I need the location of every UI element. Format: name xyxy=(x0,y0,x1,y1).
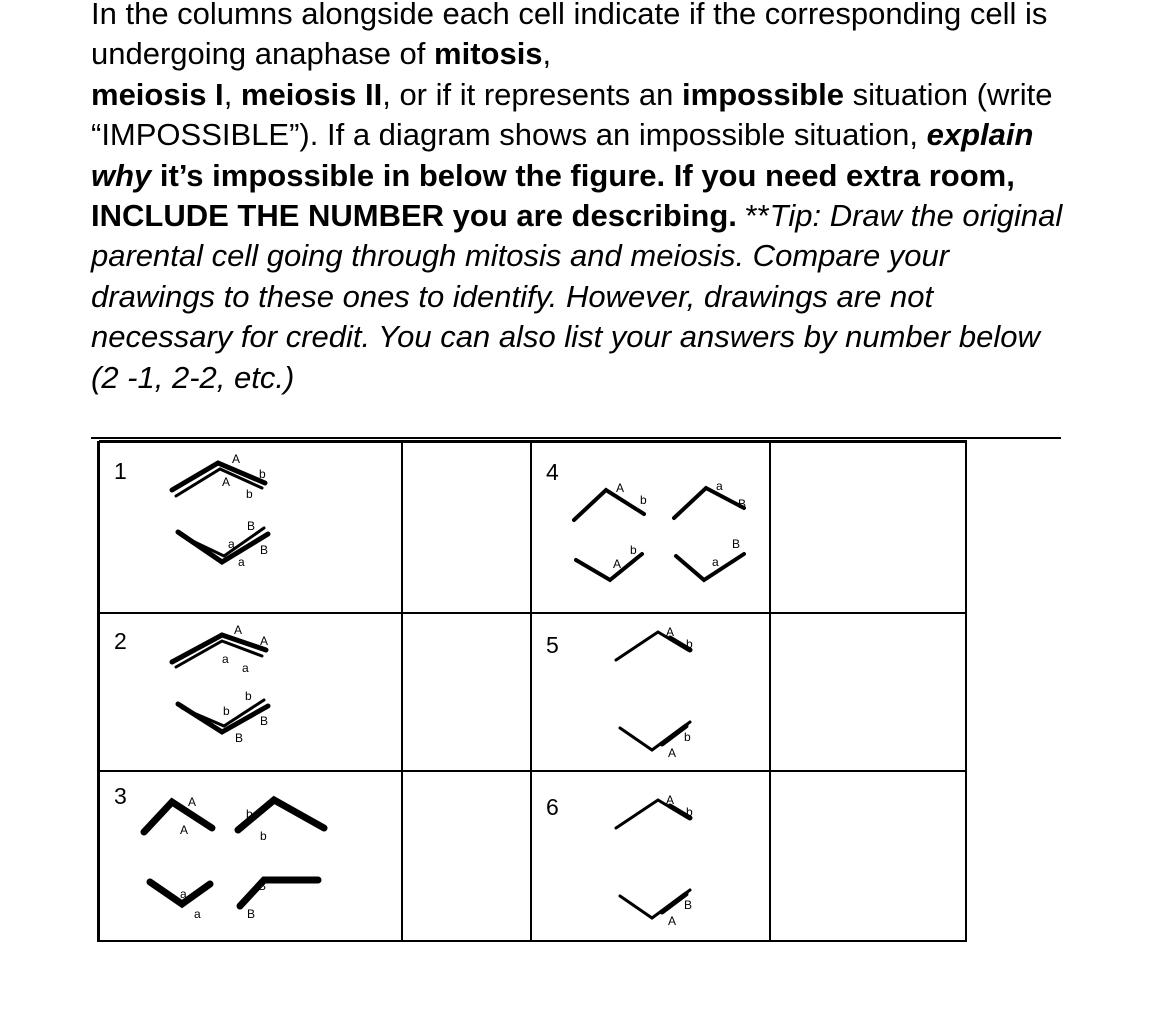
allele-label: A xyxy=(616,481,625,495)
instructions-intro: In the columns alongside each cell indicate if the corresponding cell is undergoing anaphase of xyxy=(91,0,1048,72)
tip-marker: ** xyxy=(736,198,770,234)
allele-label: b xyxy=(246,487,253,501)
cell-number-6: 6 xyxy=(546,794,559,820)
allele-label: b xyxy=(259,467,266,481)
cell-diagram-4 xyxy=(566,472,756,597)
allele-label: B xyxy=(247,519,256,533)
allele-label: b xyxy=(260,829,267,843)
instructions-bold-rest: it’s impossible in below the figure. If you need extra room, INCLUDE THE NUMBER you are describing. xyxy=(91,157,1015,234)
allele-label: a xyxy=(242,661,249,675)
underline-rule xyxy=(91,437,1061,439)
cell-diagram-2 xyxy=(160,618,290,743)
allele-label: a xyxy=(194,907,201,921)
table-border-left xyxy=(97,441,100,942)
answer-cell-5[interactable] xyxy=(771,614,964,769)
allele-label: A xyxy=(232,452,241,466)
cell-diagram-5 xyxy=(610,620,720,765)
cell-number-3: 3 xyxy=(114,783,127,809)
cell-diagram-1 xyxy=(160,450,290,575)
instructions-text xyxy=(91,0,1066,398)
allele-label: A xyxy=(613,557,622,571)
allele-label: b xyxy=(686,805,693,819)
answer-cell-2[interactable] xyxy=(403,614,529,769)
cell-diagram-3 xyxy=(140,780,340,925)
allele-label: B xyxy=(732,537,741,551)
allele-label: b xyxy=(245,689,252,703)
allele-label: A xyxy=(222,475,231,489)
allele-label: b xyxy=(630,543,637,557)
allele-label: a xyxy=(180,887,187,901)
allele-label: b xyxy=(686,637,693,651)
table-border-right xyxy=(965,441,967,942)
allele-label: A xyxy=(188,795,197,809)
allele-label: b xyxy=(246,807,253,821)
allele-label: B xyxy=(260,714,269,728)
allele-label: B xyxy=(235,731,244,745)
allele-label: A xyxy=(668,914,677,928)
explain-why: explain why xyxy=(91,117,1034,193)
cell-number-2: 2 xyxy=(114,628,127,654)
answer-cell-4[interactable] xyxy=(771,443,964,611)
allele-label: a xyxy=(716,479,723,493)
table-line-v2 xyxy=(530,441,532,942)
allele-label: a xyxy=(238,555,245,569)
instructions-impossible-note: situation (write “IMPOSSIBLE”). If a diagram shows an impossible situation, xyxy=(91,76,1053,153)
tip-text: Tip: Draw the original parental cell going through mitosis and meiosis. Compare your drawings to these ones to identify. However, drawings are not necessary for credit. You can also list your answers by number below (2 -1, 2-2, etc.) xyxy=(91,198,1063,395)
term-meiosis-1: meiosis I xyxy=(91,76,224,112)
cell-number-5: 5 xyxy=(546,632,559,658)
allele-label: b xyxy=(223,704,230,718)
separator: , xyxy=(223,76,241,112)
allele-label: a xyxy=(228,537,235,551)
term-impossible: impossible xyxy=(682,76,844,112)
allele-label: A xyxy=(260,634,269,648)
allele-label: A xyxy=(666,793,675,807)
separator: , xyxy=(542,36,552,72)
instructions-middle: , or if it represents an xyxy=(382,76,683,112)
allele-label: A xyxy=(180,823,189,837)
cell-number-1: 1 xyxy=(114,458,127,484)
allele-label: B xyxy=(684,898,693,912)
answer-cell-3[interactable] xyxy=(403,772,529,939)
allele-label: B xyxy=(738,497,747,511)
allele-label: b xyxy=(640,493,647,507)
answer-cell-6[interactable] xyxy=(771,772,964,939)
cell-diagram-6 xyxy=(610,788,720,933)
table-border-bottom xyxy=(97,940,967,942)
term-mitosis: mitosis xyxy=(434,36,543,72)
allele-label: B xyxy=(247,907,256,921)
allele-label: A xyxy=(666,625,675,639)
cell-number-4: 4 xyxy=(546,459,559,485)
allele-label: B xyxy=(258,879,267,893)
allele-label: A xyxy=(668,746,677,760)
allele-label: A xyxy=(234,623,243,637)
allele-label: a xyxy=(712,555,719,569)
allele-label: a xyxy=(222,652,229,666)
term-meiosis-2: meiosis II xyxy=(240,76,383,112)
answer-cell-1[interactable] xyxy=(403,443,529,611)
allele-label: b xyxy=(684,730,691,744)
allele-label: B xyxy=(260,543,269,557)
